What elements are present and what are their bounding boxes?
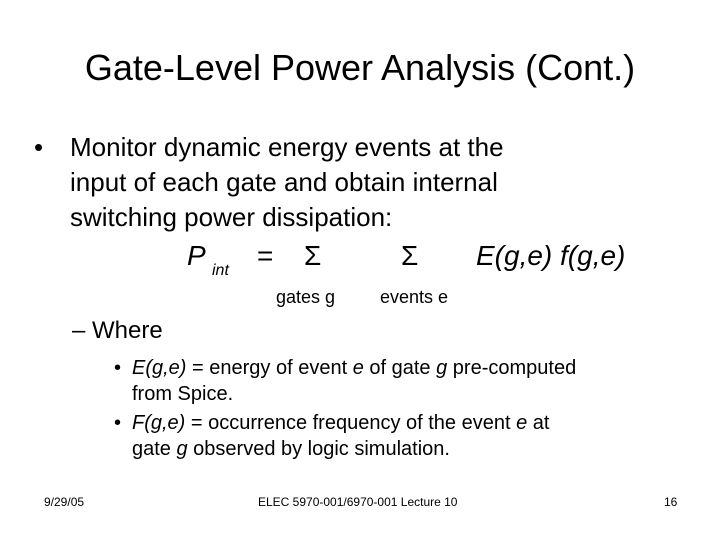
- formula-p-subscript: int: [212, 262, 229, 279]
- bullet-line-2: input of each gate and obtain internal: [70, 167, 498, 197]
- text-run: of gate: [363, 357, 437, 379]
- formula-under-gates: gates g: [276, 287, 336, 307]
- bullet-line-3: switching power dissipation:: [70, 202, 393, 232]
- footer-date: 9/29/05: [44, 495, 85, 509]
- text-run: = energy of event: [186, 357, 353, 379]
- formula-sigma-events: Σ: [401, 240, 419, 271]
- formula-p: P: [187, 240, 206, 271]
- sub-bullet-2-line-1: [132, 410, 549, 436]
- bullet-marker: •: [34, 132, 44, 162]
- where-label: – Where: [72, 317, 163, 344]
- term-e-g-e: E(g,e): [132, 357, 187, 379]
- slide-title: Gate-Level Power Analysis (Cont.): [84, 47, 636, 88]
- var-g: g: [436, 357, 448, 379]
- footer-page-number: 16: [664, 495, 678, 509]
- term-f-g-e: F(g,e): [132, 412, 186, 434]
- text-run: at: [527, 412, 550, 434]
- sub-bullet-1-line-2: from Spice.: [132, 383, 234, 405]
- formula-sigma-gates: Σ: [304, 240, 322, 271]
- sub-bullet-marker: •: [114, 412, 122, 434]
- footer-course: ELEC 5970-001/6970-001 Lecture 10: [258, 495, 458, 509]
- text-run: gate: [132, 438, 177, 460]
- var-g: g: [176, 438, 188, 460]
- sub-bullet-2-line-2: [132, 436, 450, 462]
- text-run: = occurrence frequency of the event: [185, 412, 517, 434]
- sub-bullet-1-line-1: [132, 355, 576, 381]
- formula-under-events: events e: [380, 287, 449, 307]
- text-run: pre-computed: [447, 357, 577, 379]
- bullet-line-1: Monitor dynamic energy events at the: [70, 132, 504, 162]
- sub-bullet-marker: •: [114, 357, 122, 379]
- formula-equals: =: [257, 240, 274, 271]
- formula-rhs: E(g,e) f(g,e): [476, 240, 626, 271]
- var-e: e: [516, 412, 528, 434]
- var-e: e: [352, 357, 364, 379]
- text-run: observed by logic simulation.: [187, 438, 450, 460]
